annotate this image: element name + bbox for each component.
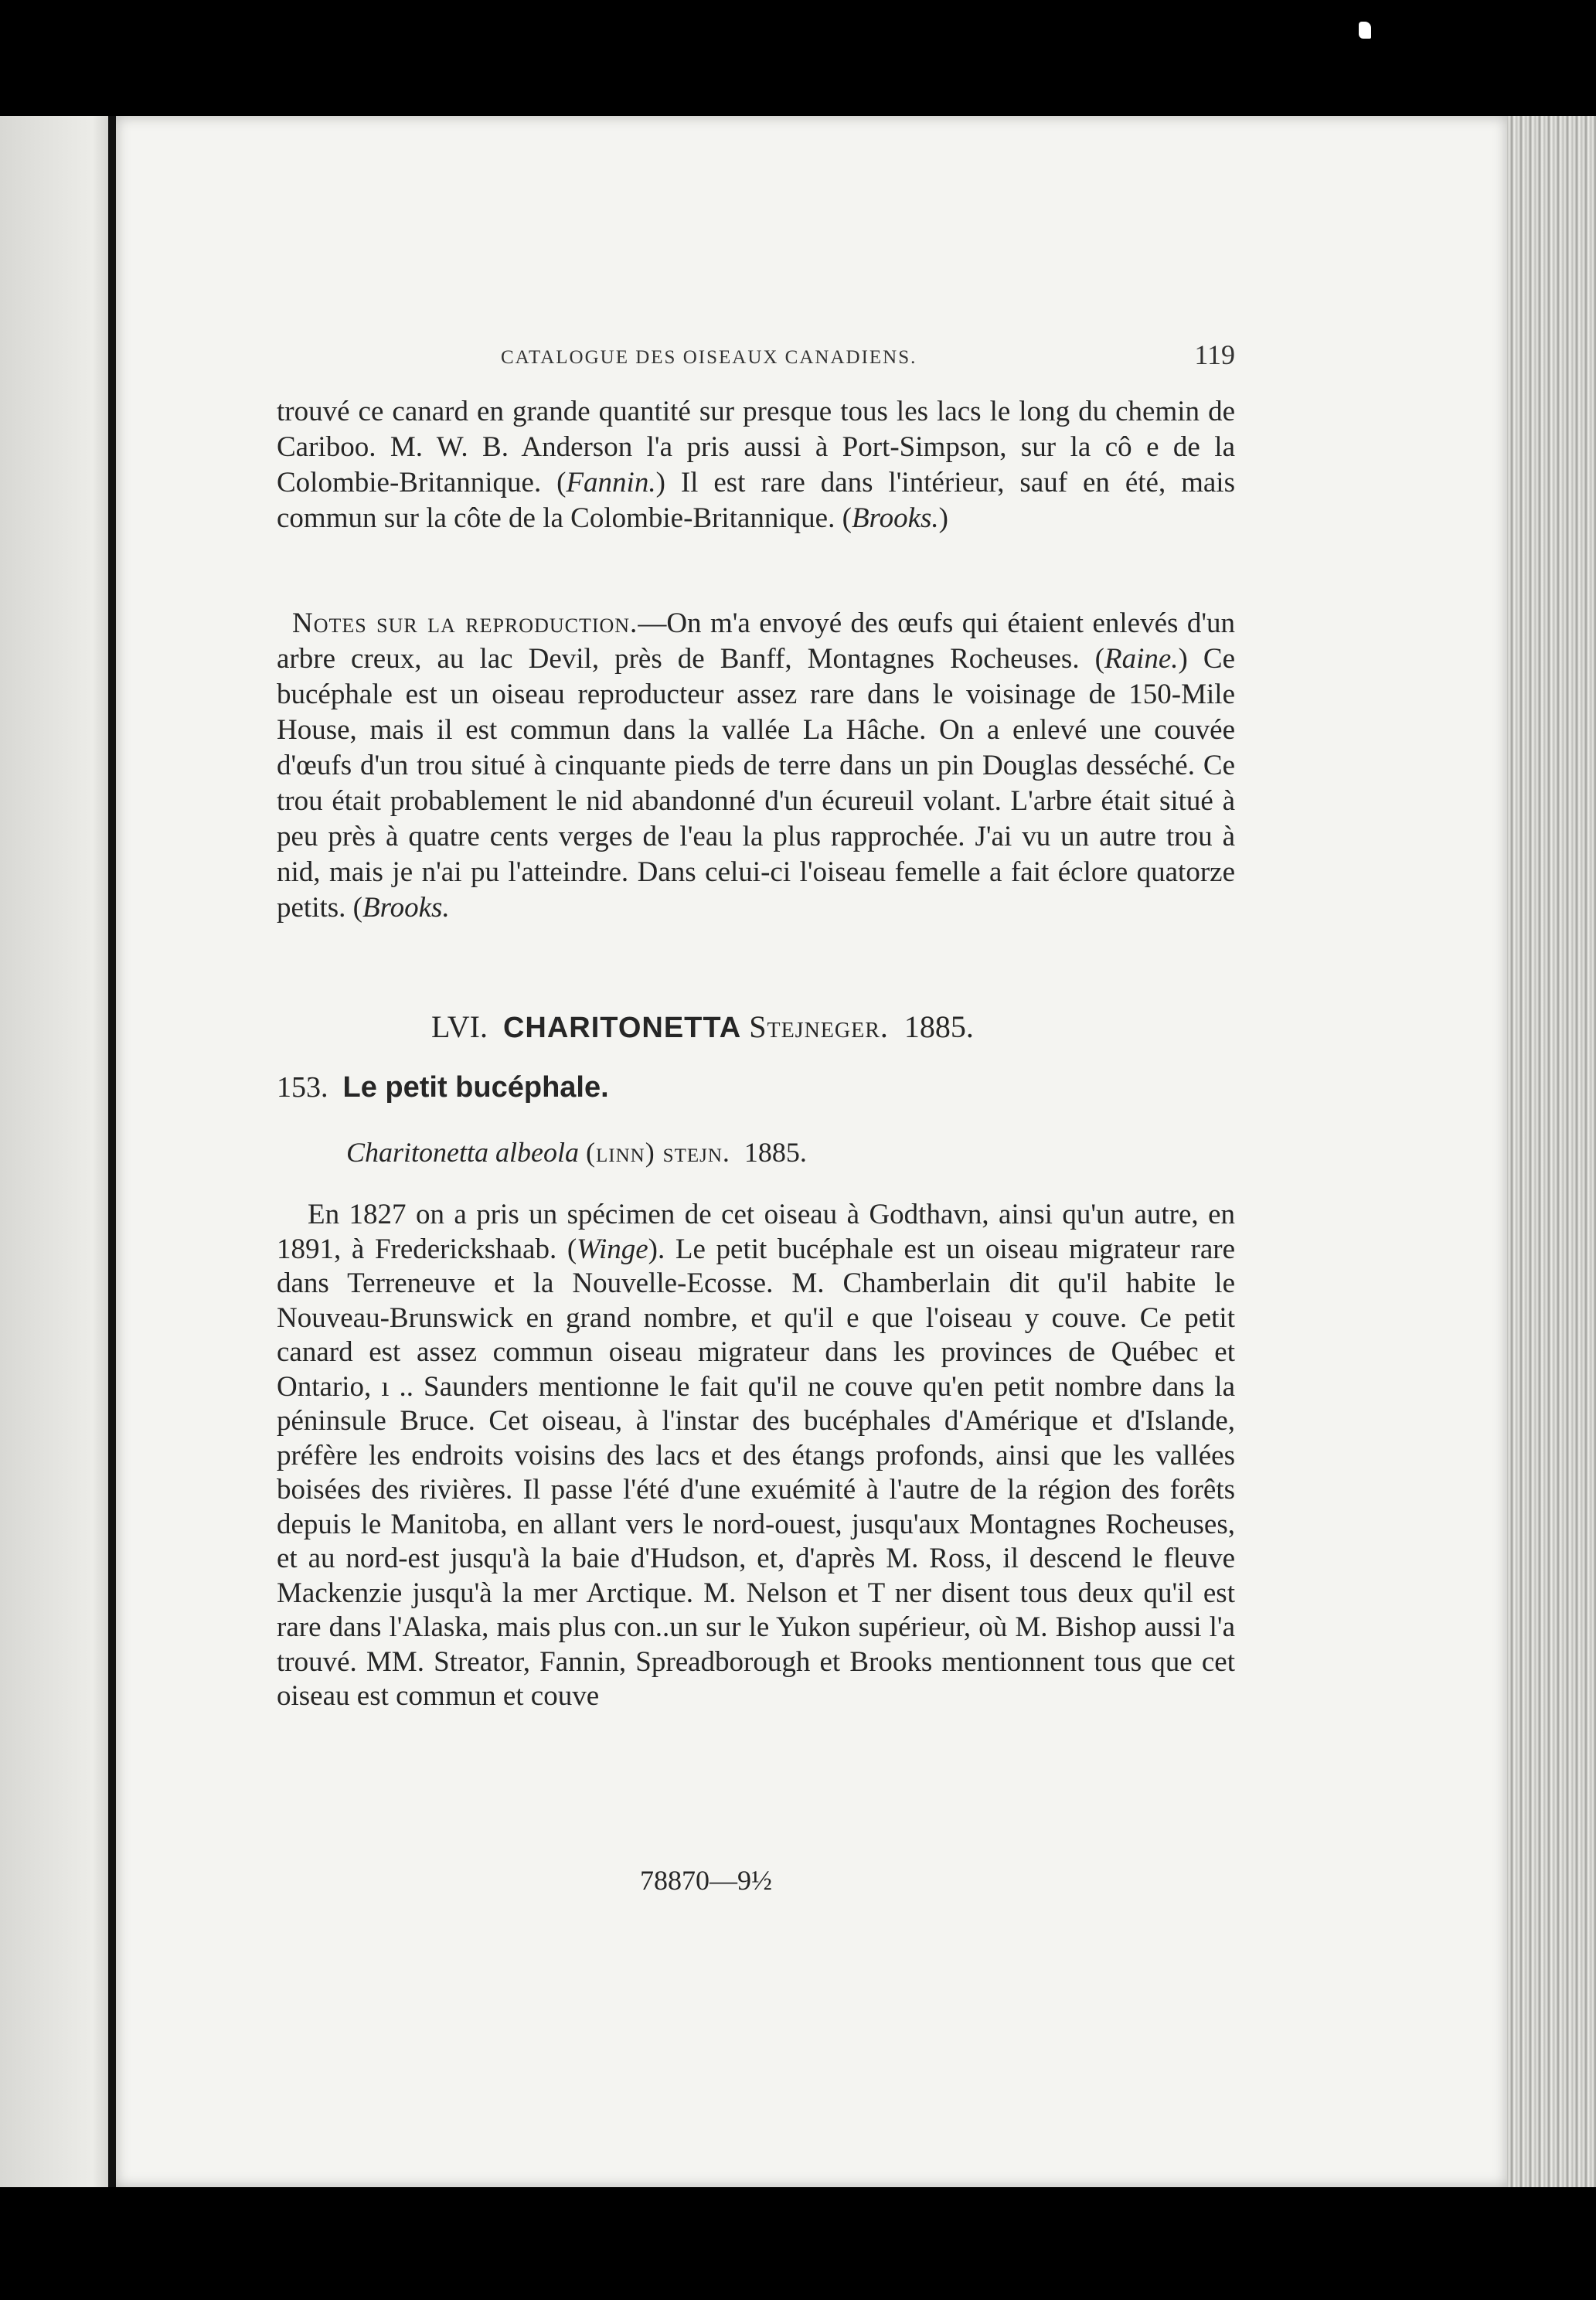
scientific-name: Charitonetta albeola [346,1137,579,1168]
genus-year: 1885. [903,1009,974,1044]
running-head: CATALOGUE DES OISEAUX CANADIENS. [501,347,917,368]
film-corner-mark [1359,22,1371,39]
authority: (linn) stejn. [586,1137,730,1168]
citation: Brooks. [851,502,939,534]
scientific-name-line [346,1135,1235,1170]
section-lead: Notes sur la reproduction. [292,607,638,639]
genus-name: CHARITONETTA [502,1012,742,1044]
paragraph-text: trouvé ce canard en grande quantité sur presque tous les lacs le long du chemin de Cariboo. M. W. B. Anderson l'a pris aussi à Port-Simpson, sur la cô e de la Colombie-Britannique. [277,396,1235,498]
page-number: 119 [1194,339,1235,370]
species-description-paragraph: En 1827 on a pris un spécimen de cet oiseau à Godthavn, ainsi qu'un autre, en 1891, à Frederickshaab. (Winge). Le petit bucéphale est un oiseau migrateur rare dans Terreneuve et la Nouvelle-Ecosse. M. Chamberlain dit qu'il habite le Nouveau-Brunswick en grand nombre, et qu'il e que l'oiseau y couve. Ce petit canard est assez commun oiseau migrateur dans les provinces de Québec et Ontario, ı .. Saunders mentionne le fait qu'il ne couve qu'en petit nombre dans la péninsule Bruce. Cet oiseau, à l'instar des bucéphales d'Amérique et d'Islande, préfère les endroits voisins des lacs et des étangs profonds, ainsi que les vallées boisées des rivières. Il passe l'été d'une exuémité à l'autre de la région des forêts depuis le Manitoba, en allant vers le nord-ouest, jusqu'aux Montagnes Rocheuses, et au nord-est jusqu'à la baie d'Hudson, et, d'après M. Ross, il descend le fleuve Mackenzie jusqu'à la mer Arctique. M. Nelson et T ner disent tous deux qu'il est rare dans l'Alaska, mais plus con..un sur le Yukon supérieur, où M. Bishop aussi l'a trouvé. MM. Streator, Fannin, Spreadborough et Brooks mentionnent tous que cet oiseau est commun et couve [277,1199,1236,1712]
citation: Fannin. [566,467,656,498]
species-heading [277,1070,1235,1105]
genus-author: Stejneger. [749,1009,889,1044]
citation: Raine. [1104,643,1179,675]
species-common-name: Le petit bucéphale. [342,1071,609,1104]
paragraph-text: Il est rare dans l'intérieur, sauf en été, mais commun sur la côte de la Colombie-Britannique. [277,467,1235,534]
paragraph-text: Ce bucéphale est un oiseau reproducteur assez rare dans le voisinage de 150-Mile House, mais il est commun dans la vallée La Hâche. On a enlevé une couvée d'œufs d'un trou situé à cinquante pieds de terre dans un pin Douglas desséché. Ce trou était probablement le nid abandonné d'un écureuil volant. L'arbre était situé à peu près à quatre cents verges de l'eau la plus rapprochée. J'ai vu un autre trou à nid, mais je n'ai pu l'atteindre. Dans celui-ci l'oiseau femelle a fait éclore quatorze petits. [277,643,1236,924]
paragraph-text: —On m'a envoyé des œufs qui étaient enlevés d'un arbre creux, au lac Devil, près de Banff, Montagnes Rocheuses. [277,607,1235,675]
authority-year: 1885. [744,1137,807,1168]
species-number: 153. [277,1071,328,1104]
breeding-notes-paragraph: Notes sur la reproduction.—On m'a envoyé des œufs qui étaient enlevés d'un arbre creux, au lac Devil, près de Banff, Montagnes Rocheuses. (Raine.) Ce bucéphale est un oiseau reproducteur assez rare dans le voisinage de 150-Mile House, mais il est commun dans la vallée La Hâche. On a enlevé une couvée d'œufs d'un trou situé à cinquante pieds de terre dans un pin Douglas desséché. Ce trou était probablement le nid abandonné d'un écureuil volant. L'arbre était situé à peu près à quatre cents verges de l'eau la plus rapprochée. J'ai vu un autre trou à nid, mais je n'ai pu l'atteindre. Dans celui-ci l'oiseau femelle a fait éclore quatorze petits. (Brooks. [277,607,1236,924]
signature-mark: 78870—9½ [640,1865,772,1896]
genus-heading [431,1009,1235,1046]
citation: Brooks. [362,892,450,924]
paragraph-text: Le petit bucéphale est un oiseau migrateur rare dans Terreneuve et la Nouvelle-Ecosse. M. Chamberlain dit qu'il habite le Nouveau-Brunswick en grand nombre, et qu'il e que l'oiseau y couve. Ce petit canard est assez commun oiseau migrateur dans les provinces de Québec et Ontario, ı .. Saunders mentionne le fait qu'il ne couve qu'en petit nombre dans la péninsule Bruce. Cet oiseau, à l'instar des bucéphales d'Amérique et d'Islande, préfère les endroits voisins des lacs et des étangs profonds, ainsi que les vallées boisées des rivières. Il passe l'été d'une exuémité à l'autre de la région des forêts depuis le Manitoba, en allant vers le nord-ouest, jusqu'aux Montagnes Rocheuses, et au nord-est jusqu'à la baie d'Hudson, et, d'après M. Ross, il descend le fleuve Mackenzie jusqu'à la mer Arctique. M. Nelson et T ner disent tous deux qu'il est rare dans l'Alaska, mais plus con..un sur le Yukon supérieur, où M. Bishop aussi l'a trouvé. MM. Streator, Fannin, Spreadborough et Brooks mentionnent tous que cet oiseau est commun et couve [277,1233,1236,1712]
paragraph-continued: trouvé ce canard en grande quantité sur presque tous les lacs le long du chemin de Cariboo. M. W. B. Anderson l'a pris aussi à Port-Simpson, sur la cô e de la Colombie-Britannique. (Fannin.) Il est rare dans l'intérieur, sauf en été, mais commun sur la côte de la Colombie-Britannique. (Brooks.) [277,396,1235,534]
genus-numeral: LVI. [431,1009,488,1044]
page-header [277,334,1235,373]
paragraph-text: En 1827 on a pris un spécimen de cet oiseau à Godthavn, ainsi qu'un autre, en 1891, à Frederickshaab. [277,1199,1235,1265]
citation: Winge [577,1233,648,1265]
page-stack-edge [1507,116,1596,2187]
left-page-edge [0,116,116,2187]
